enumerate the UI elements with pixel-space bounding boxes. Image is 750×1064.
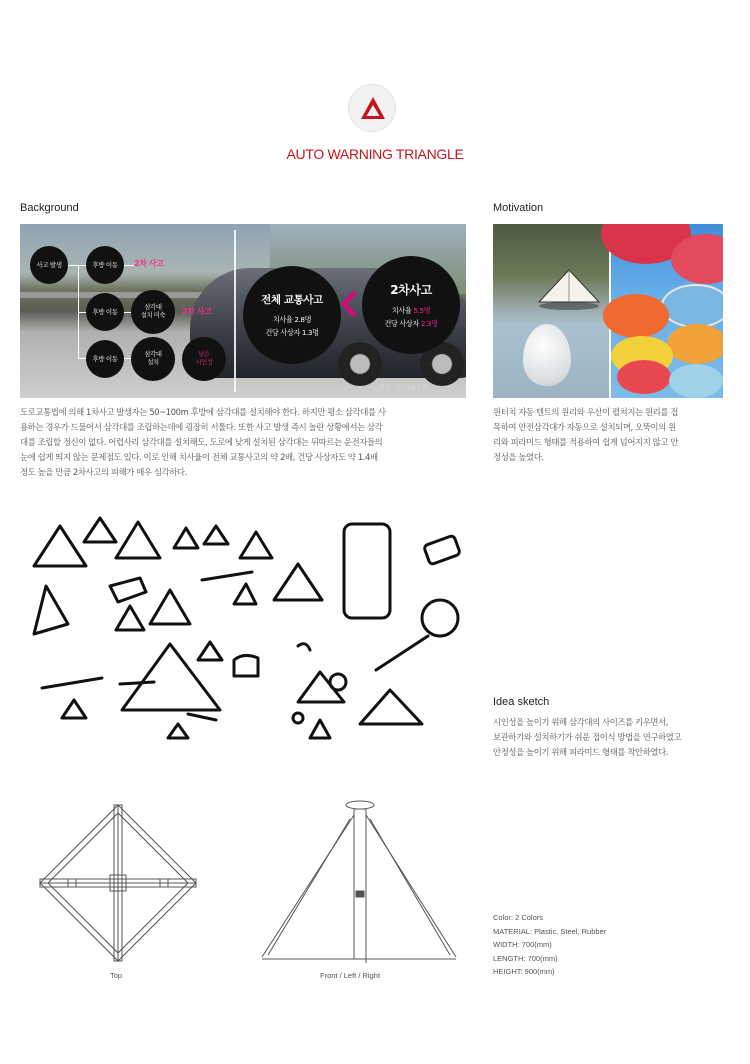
photo-source: (출처 : 도로교통공단) <box>378 385 429 391</box>
motivation-text: 원터치 자동 텐트의 원리와 우산이 펼쳐지는 원리를 접 목하여 안전삼각대가 자동으로 설치되며, 오뚝이의 원 리와 피라미드 형태를 적용하여 쉽게 넘어지지 않고 안 정성을 높였다. <box>493 407 679 462</box>
front-view-label: Front / Left / Right <box>320 971 381 980</box>
page-title: AUTO WARNING TRIANGLE <box>286 146 464 162</box>
background-text: 도로교통법에 의해 1차사고 발생자는 50~100m 후방에 삼각대를 설치해야 한다. 하지만 평소 삼각대를 사 용하는 경우가 드물어서 삼각대를 조립하는데에 굉장히 서툴다. 또한 사고 발생 즉시 놀란 상황에서는 삼각 대를 조립할 정신이 없다. 어렵사리 삼각대를 설치해도, 도로에 낮게 설치된 삼각대는 뒤따르는 운전자들의 눈에 쉽게 띄지 않는 문제점도 있다. 이로 인해 치사율이 전체 교통사고의 약 2배, 건당 사상자도 약 1.4배 정도 높을 만큼 2차사고의 피해가 매우 심각하다. <box>20 407 386 477</box>
idea-sketch-drawings <box>20 514 466 760</box>
secondary-accident-tag: 2차 사고 <box>182 307 212 316</box>
chevron-left-icon <box>340 290 358 318</box>
flow-node-low-visibility: 낮은 시인성 <box>182 337 226 381</box>
motivation-heading: Motivation <box>493 202 544 214</box>
technical-drawings <box>20 795 470 995</box>
idea-sketch-heading: Idea sketch <box>493 696 550 708</box>
flow-node-installed: 삼각대 설치 <box>131 337 175 381</box>
specifications: Color: 2 Colors MATERIAL: Plastic, Steel, Rubber WIDTH: 700(mm) LENGTH: 700(mm) HEIGHT: 900(mm) <box>493 913 607 976</box>
flow-node-rear-move: 후방 이동 <box>86 340 124 378</box>
flow-node-accident: 사고 발생 <box>30 246 68 284</box>
flow-node-rear-move: 후방 이동 <box>86 293 124 331</box>
motivation-photo <box>493 224 723 398</box>
secondary-accident-tag: 2차 사고 <box>134 259 164 268</box>
warning-triangle-icon <box>359 95 387 123</box>
secondary-accident-stats: 2차사고 치사율 5.5명 건당 사상자 2.3명 <box>362 256 460 354</box>
warning-triangle-logo <box>348 84 396 132</box>
flow-node-installation-poor: 삼각대 설치 미숙 <box>131 290 175 334</box>
total-accident-stats: 전체 교통사고 치사율 2.8명 건당 사상자 1.3명 <box>243 266 341 364</box>
flow-node-rear-move: 후방 이동 <box>86 246 124 284</box>
top-view-label: Top <box>110 971 123 980</box>
background-heading: Background <box>20 202 79 214</box>
idea-sketch-text: 시인성을 높이기 위해 삼각대의 사이즈를 키우면서, 보관하기와 설치하기가 쉬운 접이식 방법을 연구하였고 안정성을 높이기 위해 피라미드 형태를 착안하였다. <box>493 717 682 757</box>
